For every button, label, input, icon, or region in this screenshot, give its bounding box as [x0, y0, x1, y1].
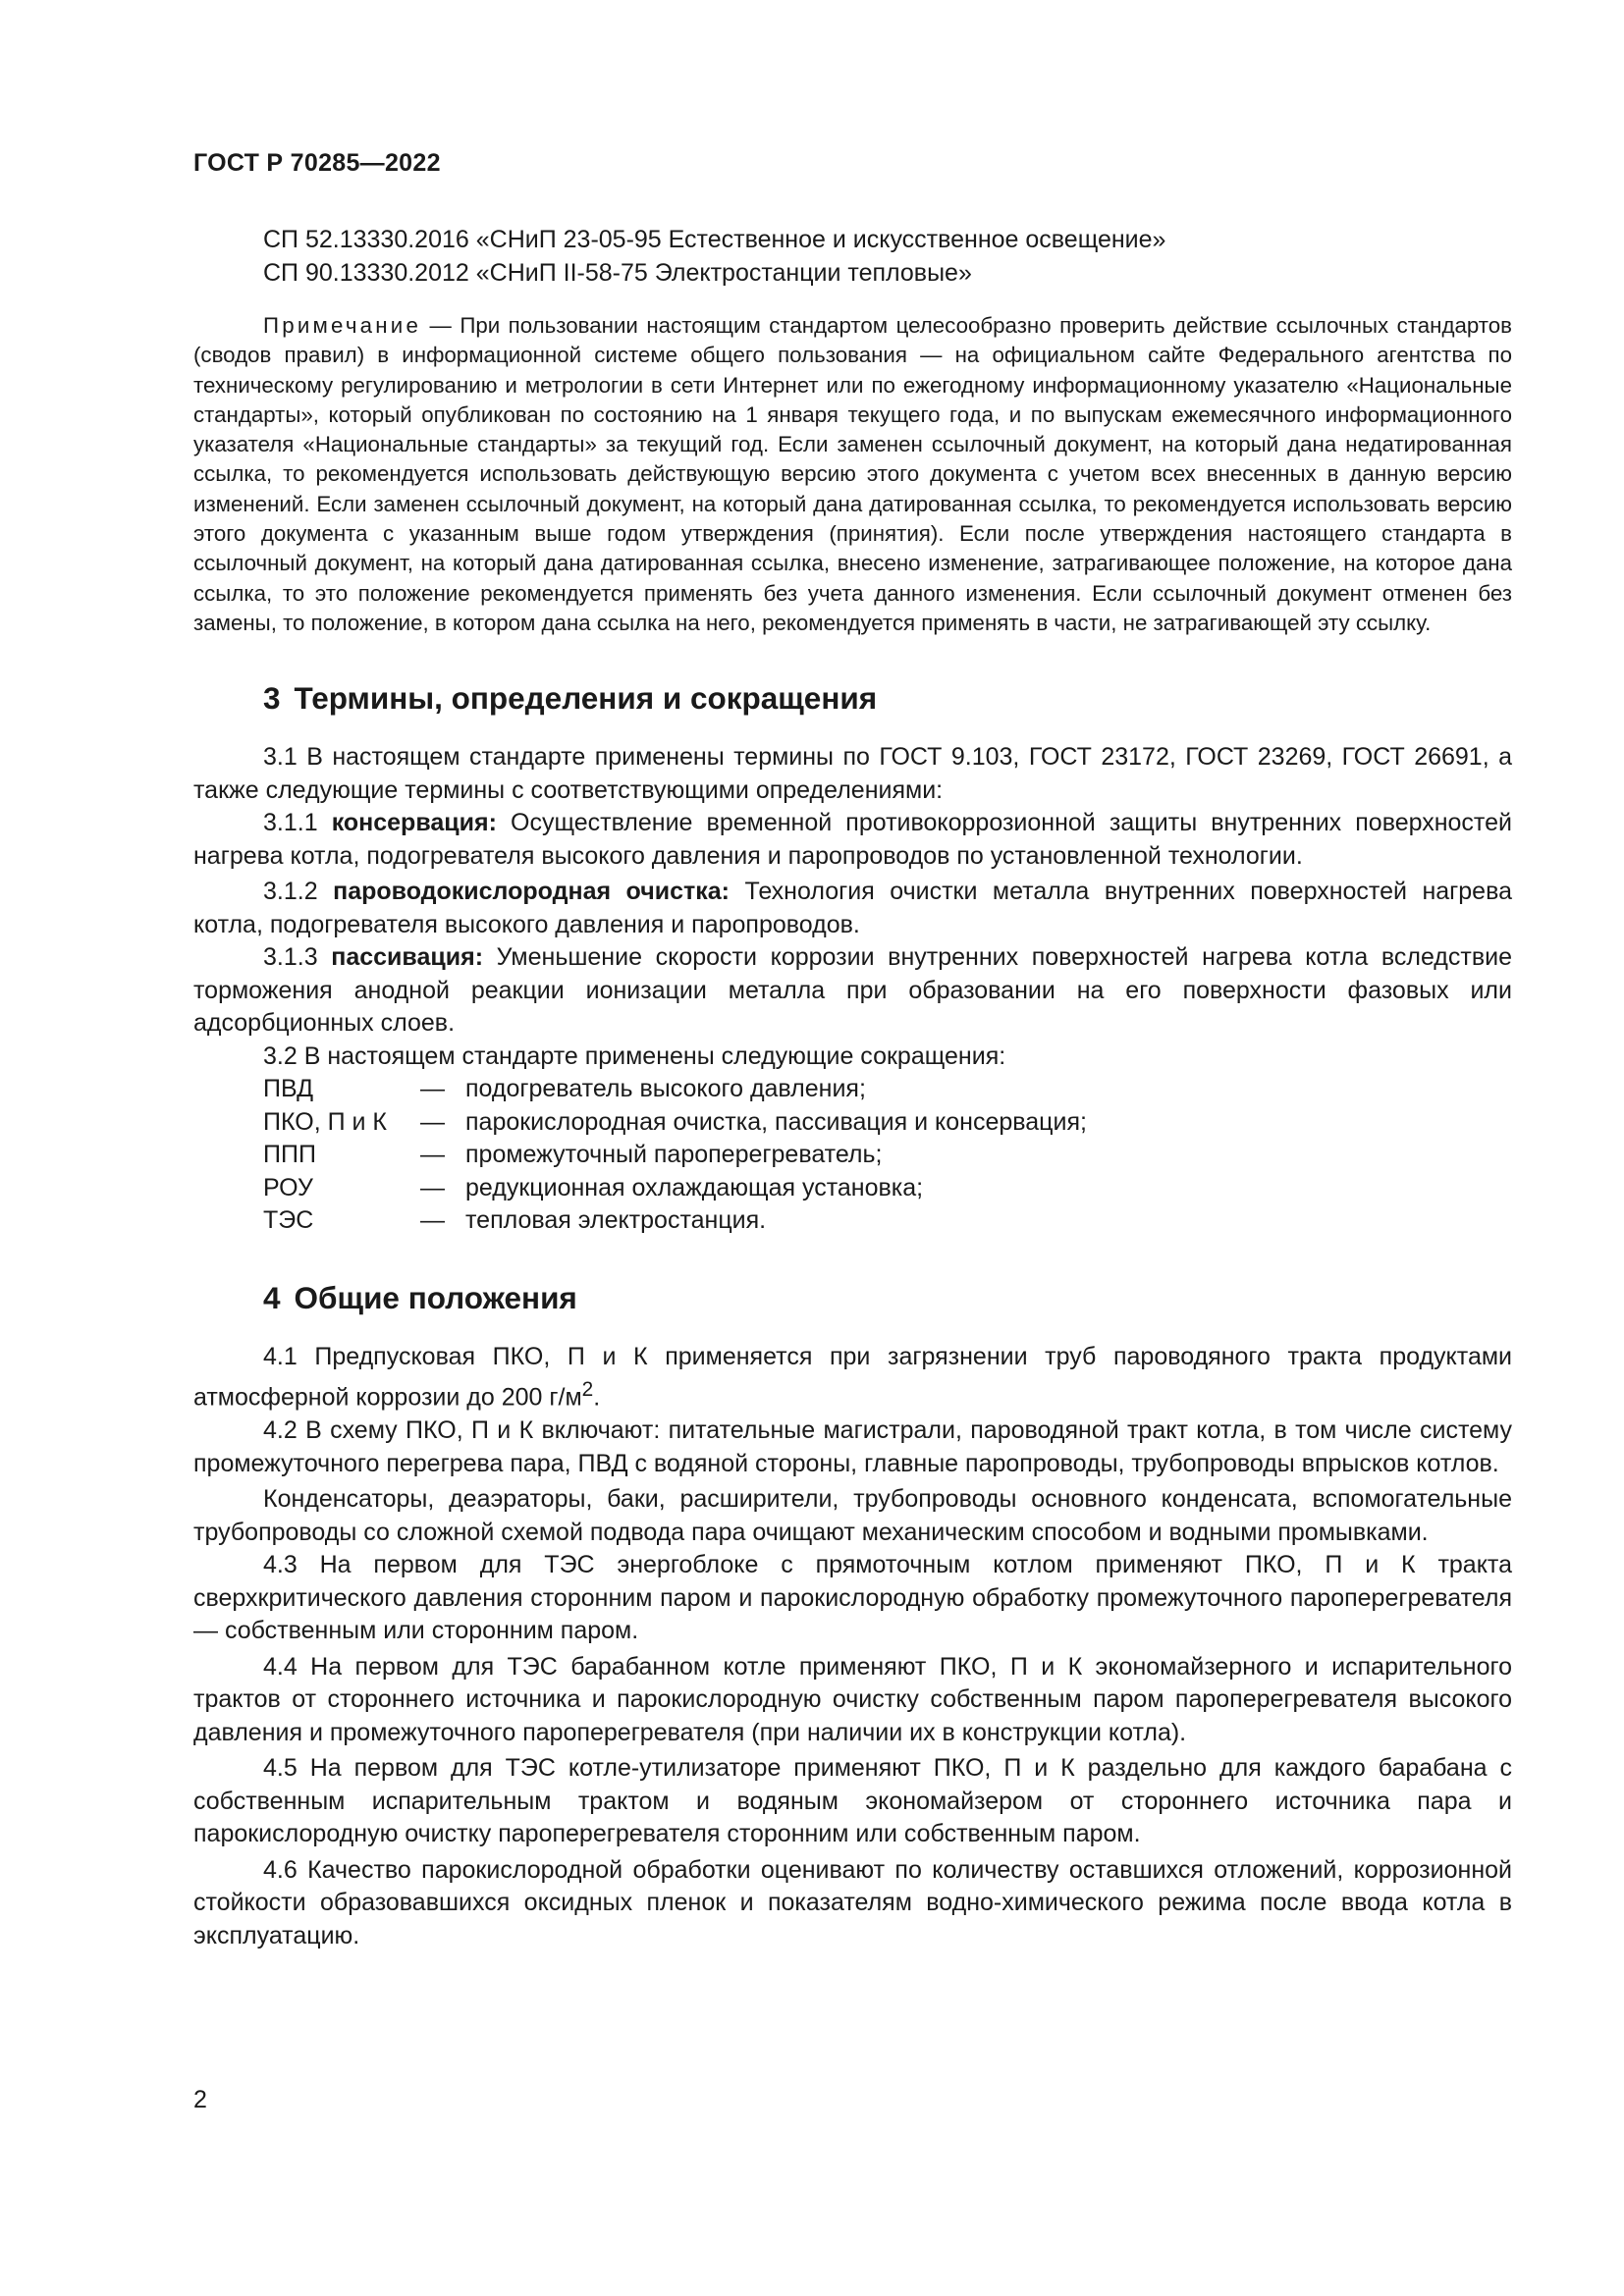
term-name: пассивация:	[331, 943, 484, 972]
section-number: 3	[263, 680, 281, 717]
term-name: пароводокислородная очистка:	[333, 878, 730, 906]
section-4-heading	[263, 1278, 1512, 1317]
dash-separator: —	[420, 1107, 445, 1136]
term-3-1-2	[193, 876, 1512, 941]
abbreviation-row	[263, 1106, 1087, 1140]
paragraph-4-2: 4.2 В схему ПКО, П и К включают: питательные магистрали, пароводяной тракт котла, в том числе систему промежуточного перегрева пара, ПВД с водяной стороны, главные паропроводы, трубопроводы впрысков котлов.	[193, 1416, 1512, 1477]
term-number: 3.1.2	[263, 878, 334, 906]
superscript: 2	[581, 1378, 594, 1402]
paragraph-3-2: 3.2 В настоящем стандарте применены следующие сокращения:	[263, 1041, 1006, 1070]
abbreviation: ПКО, П и К	[263, 1107, 387, 1136]
document-code-header: ГОСТ Р 70285—2022	[193, 149, 441, 177]
dash-separator: —	[420, 1206, 445, 1235]
paragraph-text: 4.1 Предпусковая ПКО, П и К применяется при загрязнении труб пароводяного тракта продуктами атмосферной коррозии до 200 г/м	[193, 1342, 1512, 1412]
paragraph-4-1	[193, 1341, 1512, 1415]
term-definition: Осуществление временной противокоррозионной защиты внутренних поверхностей нагрева котла, подогревателя высокого давления и паропроводов по установленной технологии.	[193, 809, 1512, 870]
term-name: консервация:	[331, 809, 497, 837]
dash-separator: —	[420, 1141, 445, 1169]
paragraph-end: .	[593, 1383, 601, 1412]
abbreviation-row	[263, 1073, 1087, 1106]
dash-separator: —	[420, 1173, 445, 1201]
term-number: 3.1.1	[263, 809, 332, 837]
abbreviation-meaning: редукционная охлаждающая установка;	[465, 1173, 924, 1201]
abbreviations-list	[263, 1073, 1087, 1238]
abbreviation: ТЭС	[263, 1206, 314, 1235]
abbreviation-row	[263, 1204, 1087, 1238]
note-label: Примечание	[263, 313, 422, 338]
abbreviation-meaning: подогреватель высокого давления;	[465, 1075, 866, 1103]
dash-separator: —	[420, 1075, 445, 1103]
paragraph-4-6: 4.6 Качество парокислородной обработки оценивают по количеству оставшихся отложений, коррозионной стойкости образовавшихся оксидных пленок и показателям водно-химического режима после ввода котла в эксплуатацию.	[193, 1855, 1512, 1949]
abbreviation-row	[263, 1139, 1087, 1172]
abbreviation: РОУ	[263, 1173, 313, 1201]
page-content	[193, 224, 1512, 1952]
term-definition: Уменьшение скорости коррозии внутренних поверхностей нагрева котла вследствие торможения анодной реакции ионизации металла при образовании на его поверхности фазовых или адсорбционных слоев.	[193, 943, 1512, 1038]
term-3-1-3	[193, 941, 1512, 1041]
reference-item: СП 52.13330.2016 «СНиП 23-05-95 Естественное и искусственное освещение»	[263, 226, 1166, 253]
abbreviation-row	[263, 1172, 1087, 1205]
reference-item: СП 90.13330.2012 «СНиП II-58-75 Электростанции тепловые»	[263, 258, 972, 287]
page-number: 2	[193, 2086, 207, 2113]
section-number: 4	[263, 1279, 281, 1315]
paragraph-4-3: 4.3 На первом для ТЭС энергоблоке с прямоточным котлом применяют ПКО, П и К тракта сверхкритического давления сторонним паром и парокислородную обработку промежуточного пароперегревателя — собственным или сторонним паром.	[193, 1551, 1512, 1645]
paragraph-4-5: 4.5 На первом для ТЭС котле-утилизаторе применяют ПКО, П и К раздельно для каждого барабана с собственным испарительным трактом и водяным экономайзером от стороннего источника пара и парокислородную очистку пароперегревателя сторонним или собственным паром.	[193, 1754, 1512, 1848]
paragraph-3-1: 3.1 В настоящем стандарте применены термины по ГОСТ 9.103, ГОСТ 23172, ГОСТ 23269, ГОСТ 26691, а также следующие термины с соответствующими определениями:	[193, 743, 1512, 804]
note-paragraph	[193, 311, 1512, 638]
section-3-heading	[263, 678, 1512, 718]
term-definition: Технология очистки металла внутренних поверхностей нагрева котла, подогревателя высокого давления и паропроводов.	[193, 878, 1512, 938]
term-3-1-1	[193, 807, 1512, 873]
section-title: Общие положения	[294, 1279, 577, 1315]
section-title: Термины, определения и сокращения	[294, 680, 878, 717]
paragraph-4-4: 4.4 На первом для ТЭС барабанном котле применяют ПКО, П и К экономайзерного и испарительного трактов от стороннего источника и парокислородную очистку собственным паром пароперегревателя высокого давления и промежуточного пароперегревателя (при наличии их в конструкции котла).	[193, 1652, 1512, 1746]
paragraph-4-2-continued: Конденсаторы, деаэраторы, баки, расширители, трубопроводы основного конденсата, вспомогательные трубопроводы со сложной схемой подвода пара очищают механическим способом и водными промывками.	[193, 1485, 1512, 1546]
note-text: — При пользовании настоящим стандартом целесообразно проверить действие ссылочных стандартов (сводов правил) в информационной системе общего пользования — на официальном сайте Федерального агентства по техническому регулированию и метрологии в сети Интернет или по ежегодному информационному указателю «Национальные стандарты», который опубликован по состоянию на 1 января текущего года, и по выпускам ежемесячного информационного указателя «Национальные стандарты» за текущий год. Если заменен ссылочный документ, на который дана недатированная ссылка, то рекомендуется использовать действующую версию этого документа с учетом всех внесенных в данную версию изменений. Если заменен ссылочный документ, на который дана датированная ссылка, то рекомендуется использовать версию этого документа с указанным выше годом утверждения (принятия). Если после утверждения настоящего стандарта в ссылочный документ, на который дана датированная ссылка, внесено изменение, затрагивающее положение, на которое дана ссылка, то это положение рекомендуется применять без учета данного изменения. Если ссылочный документ отменен без замены, то положение, в котором дана ссылка на него, рекомендуется применять в части, не затрагивающей эту ссылку.	[193, 313, 1512, 635]
abbreviation-meaning: промежуточный пароперегреватель;	[465, 1141, 883, 1169]
abbreviation: ПВД	[263, 1075, 314, 1103]
term-number: 3.1.3	[263, 943, 332, 972]
abbreviation: ППП	[263, 1141, 316, 1169]
abbreviation-meaning: тепловая электростанция.	[465, 1206, 767, 1235]
abbreviation-meaning: парокислородная очистка, пассивация и консервация;	[465, 1107, 1087, 1136]
